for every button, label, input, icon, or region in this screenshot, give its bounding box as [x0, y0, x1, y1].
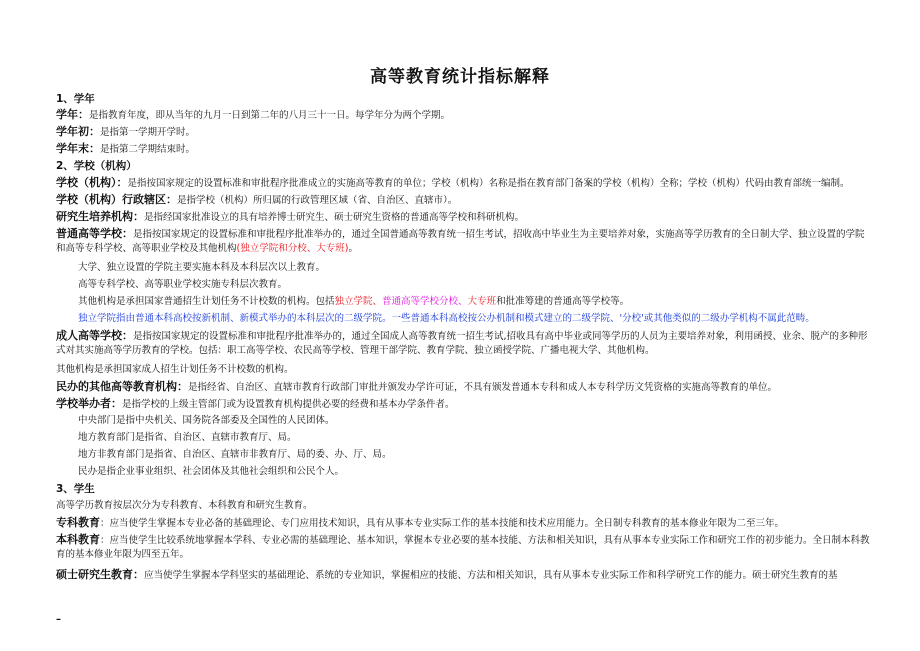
- definition-text: 是指按国家规定的设置标准和审批程序批准举办的，通过全国成人高等教育统一招生考试,招收具有高中毕业或同等学历的人员为主要培养对象，利用函授、业余、脱产的多种形式对其实施高等学历教育的学校。包括：职工高等学校、农民高等学校、管理干部学院、教育学院、独立函授学院、广播电视大学、其他机构。: [56, 331, 868, 356]
- definition-school-sponsor: [56, 397, 870, 412]
- definition-private-institution: [56, 380, 870, 395]
- note-line: 民办是指企业事业组织、社会团体及其他社会组织和公民个人。: [78, 466, 345, 477]
- note-independent-college: 独立学院指由普通本科高校按新机制、新模式举办的本科层次的二级学院。一些普通本科高校按公办机制和模式建立的二级学院、'分校'或其他类似的二级办学机构不属此范畴。: [78, 313, 815, 324]
- highlight-magenta: 普通高等学校分校、: [382, 296, 468, 307]
- term: 学年末：: [56, 142, 100, 155]
- highlight-red: (独立学院和分校、大专班): [236, 243, 349, 254]
- definition-text: 是指学校的上级主管部门或为设置教育机构提供必要的经费和基本办学条件者。: [122, 399, 455, 410]
- definition-academic-year: [56, 108, 870, 123]
- definition-text: ：应当使学生掌握本专业必备的基础理论、专门应用技术知识，具有从事本专业实际工作的基本技能和技术应用能力。全日制专科教育的基本修业年限为二至三年。: [100, 518, 785, 529]
- note-line: 地方非教育部门是指省、自治区、直辖市非教育厅、局的委、办、厅、局。: [78, 449, 392, 460]
- definition-text: 是指学校（机构）所归属的行政管理区域（省、自治区、直辖市）。: [177, 195, 458, 206]
- definition-text: 是指教育年度，即从当年的九月一日到第二年的八月三十一日。每学年分为两个学期。: [89, 110, 451, 121]
- definition-text: 是指按国家规定的设置标准和审批程序批准举办的，通过全国普通高等教育统一招生考试，招收高中毕业生为主要培养对象，实施高等学历教育的全日制大学、独立设置的学院和高等专科学校、高等职业学校及其他机构: [56, 229, 865, 254]
- definition-text: 是指经省、自治区、直辖市教育行政部门审批并颁发办学许可证，不具有颁发普通本专科和成人本专科学历文凭资格的实施高等教育的单位。: [188, 382, 778, 393]
- term: 学校举办者：: [56, 397, 122, 410]
- page-footer-mark: –: [56, 614, 61, 625]
- definition-year-end: [56, 142, 870, 157]
- definition-text: 是指第一学期开学时。: [100, 127, 196, 138]
- section-heading-school: 2、学校（机构）: [56, 160, 137, 172]
- definition-text: 是指按国家规定的设置标准和审批程序批准成立的实施高等教育的单位；学校（机构）名称是指在教育部门备案的学校（机构）全称；学校（机构）代码由教育部统一编制。: [127, 178, 850, 189]
- term: 硕士研究生教育：: [56, 568, 144, 581]
- term: 民办的其他高等教育机构：: [56, 380, 188, 393]
- section-heading-students: 3、学生: [56, 483, 95, 495]
- definition-text: 是指第二学期结束时。: [100, 144, 196, 155]
- note-line-other-institutions: [78, 295, 870, 309]
- definition-text: 是指经国家批准设立的具有培养博士研究生、硕士研究生资格的普通高等学校和科研机构。: [144, 212, 525, 223]
- punctuation: 。: [348, 243, 358, 254]
- term: 学校（机构）行政辖区：: [56, 193, 177, 206]
- term: 本科教育: [56, 533, 100, 546]
- definition-year-start: [56, 125, 870, 140]
- highlight-red: 独立学院、: [334, 296, 383, 307]
- note-line: 地方教育部门是指省、自治区、直辖市教育厅、局。: [78, 432, 297, 443]
- document-title: 高等教育统计指标解释: [370, 67, 550, 87]
- note-line: 其他机构是承担国家成人招生计划任务不计校数的机构。: [56, 364, 294, 375]
- note-line: 大学、独立设置的学院主要实施本科及本科层次以上教育。: [78, 262, 326, 273]
- definition-regular-college: [56, 227, 870, 256]
- section-heading-academic-year: 1、学年: [56, 93, 95, 105]
- note-line: 中央部门是指中央机关、国务院各部委及全国性的人民团体。: [78, 415, 335, 426]
- note-text: 其他机构是承担国家普通招生计划任务不计校数的机构。包括: [78, 296, 335, 307]
- definition-master-education: [56, 568, 870, 583]
- term: 普通高等学校：: [56, 227, 133, 240]
- note-line: 高等专科学校、高等职业学校实施专科层次教育。: [78, 279, 288, 290]
- definition-text: 应当使学生掌握本学科坚实的基础理论、系统的专业知识，掌握相应的技能、方法和相关知识，具有从事本专业实际工作和科学研究工作的能力。硕士研究生教育的基: [144, 570, 838, 581]
- term: 专科教育: [56, 516, 100, 529]
- definition-text: ：应当使学生比较系统地掌握本学科、专业必需的基础理论、基本知识，掌握本专业必要的基本技能、方法和相关知识，具有从事本专业实际工作和研究工作的初步能力。全日制本科教育的基本修业年限为四至五年。: [56, 535, 870, 560]
- definition-adult-college: [56, 329, 870, 358]
- term: 学校（机构）：: [56, 176, 128, 189]
- paragraph-intro: 高等学历教育按层次分为专科教育、本科教育和研究生教育。: [56, 500, 313, 511]
- term: 学年：: [56, 108, 89, 121]
- definition-admin-region: [56, 193, 870, 208]
- definition-school: [56, 176, 870, 191]
- term: 学年初：: [56, 125, 100, 138]
- definition-junior-college-education: [56, 516, 870, 531]
- term: 研究生培养机构：: [56, 210, 144, 223]
- note-text: 和批准筹建的普通高等学校等。: [496, 296, 630, 307]
- definition-undergraduate-education: [56, 533, 870, 562]
- definition-graduate-institution: [56, 210, 870, 225]
- highlight-red: 大专班: [467, 296, 497, 307]
- term: 成人高等学校：: [56, 329, 133, 342]
